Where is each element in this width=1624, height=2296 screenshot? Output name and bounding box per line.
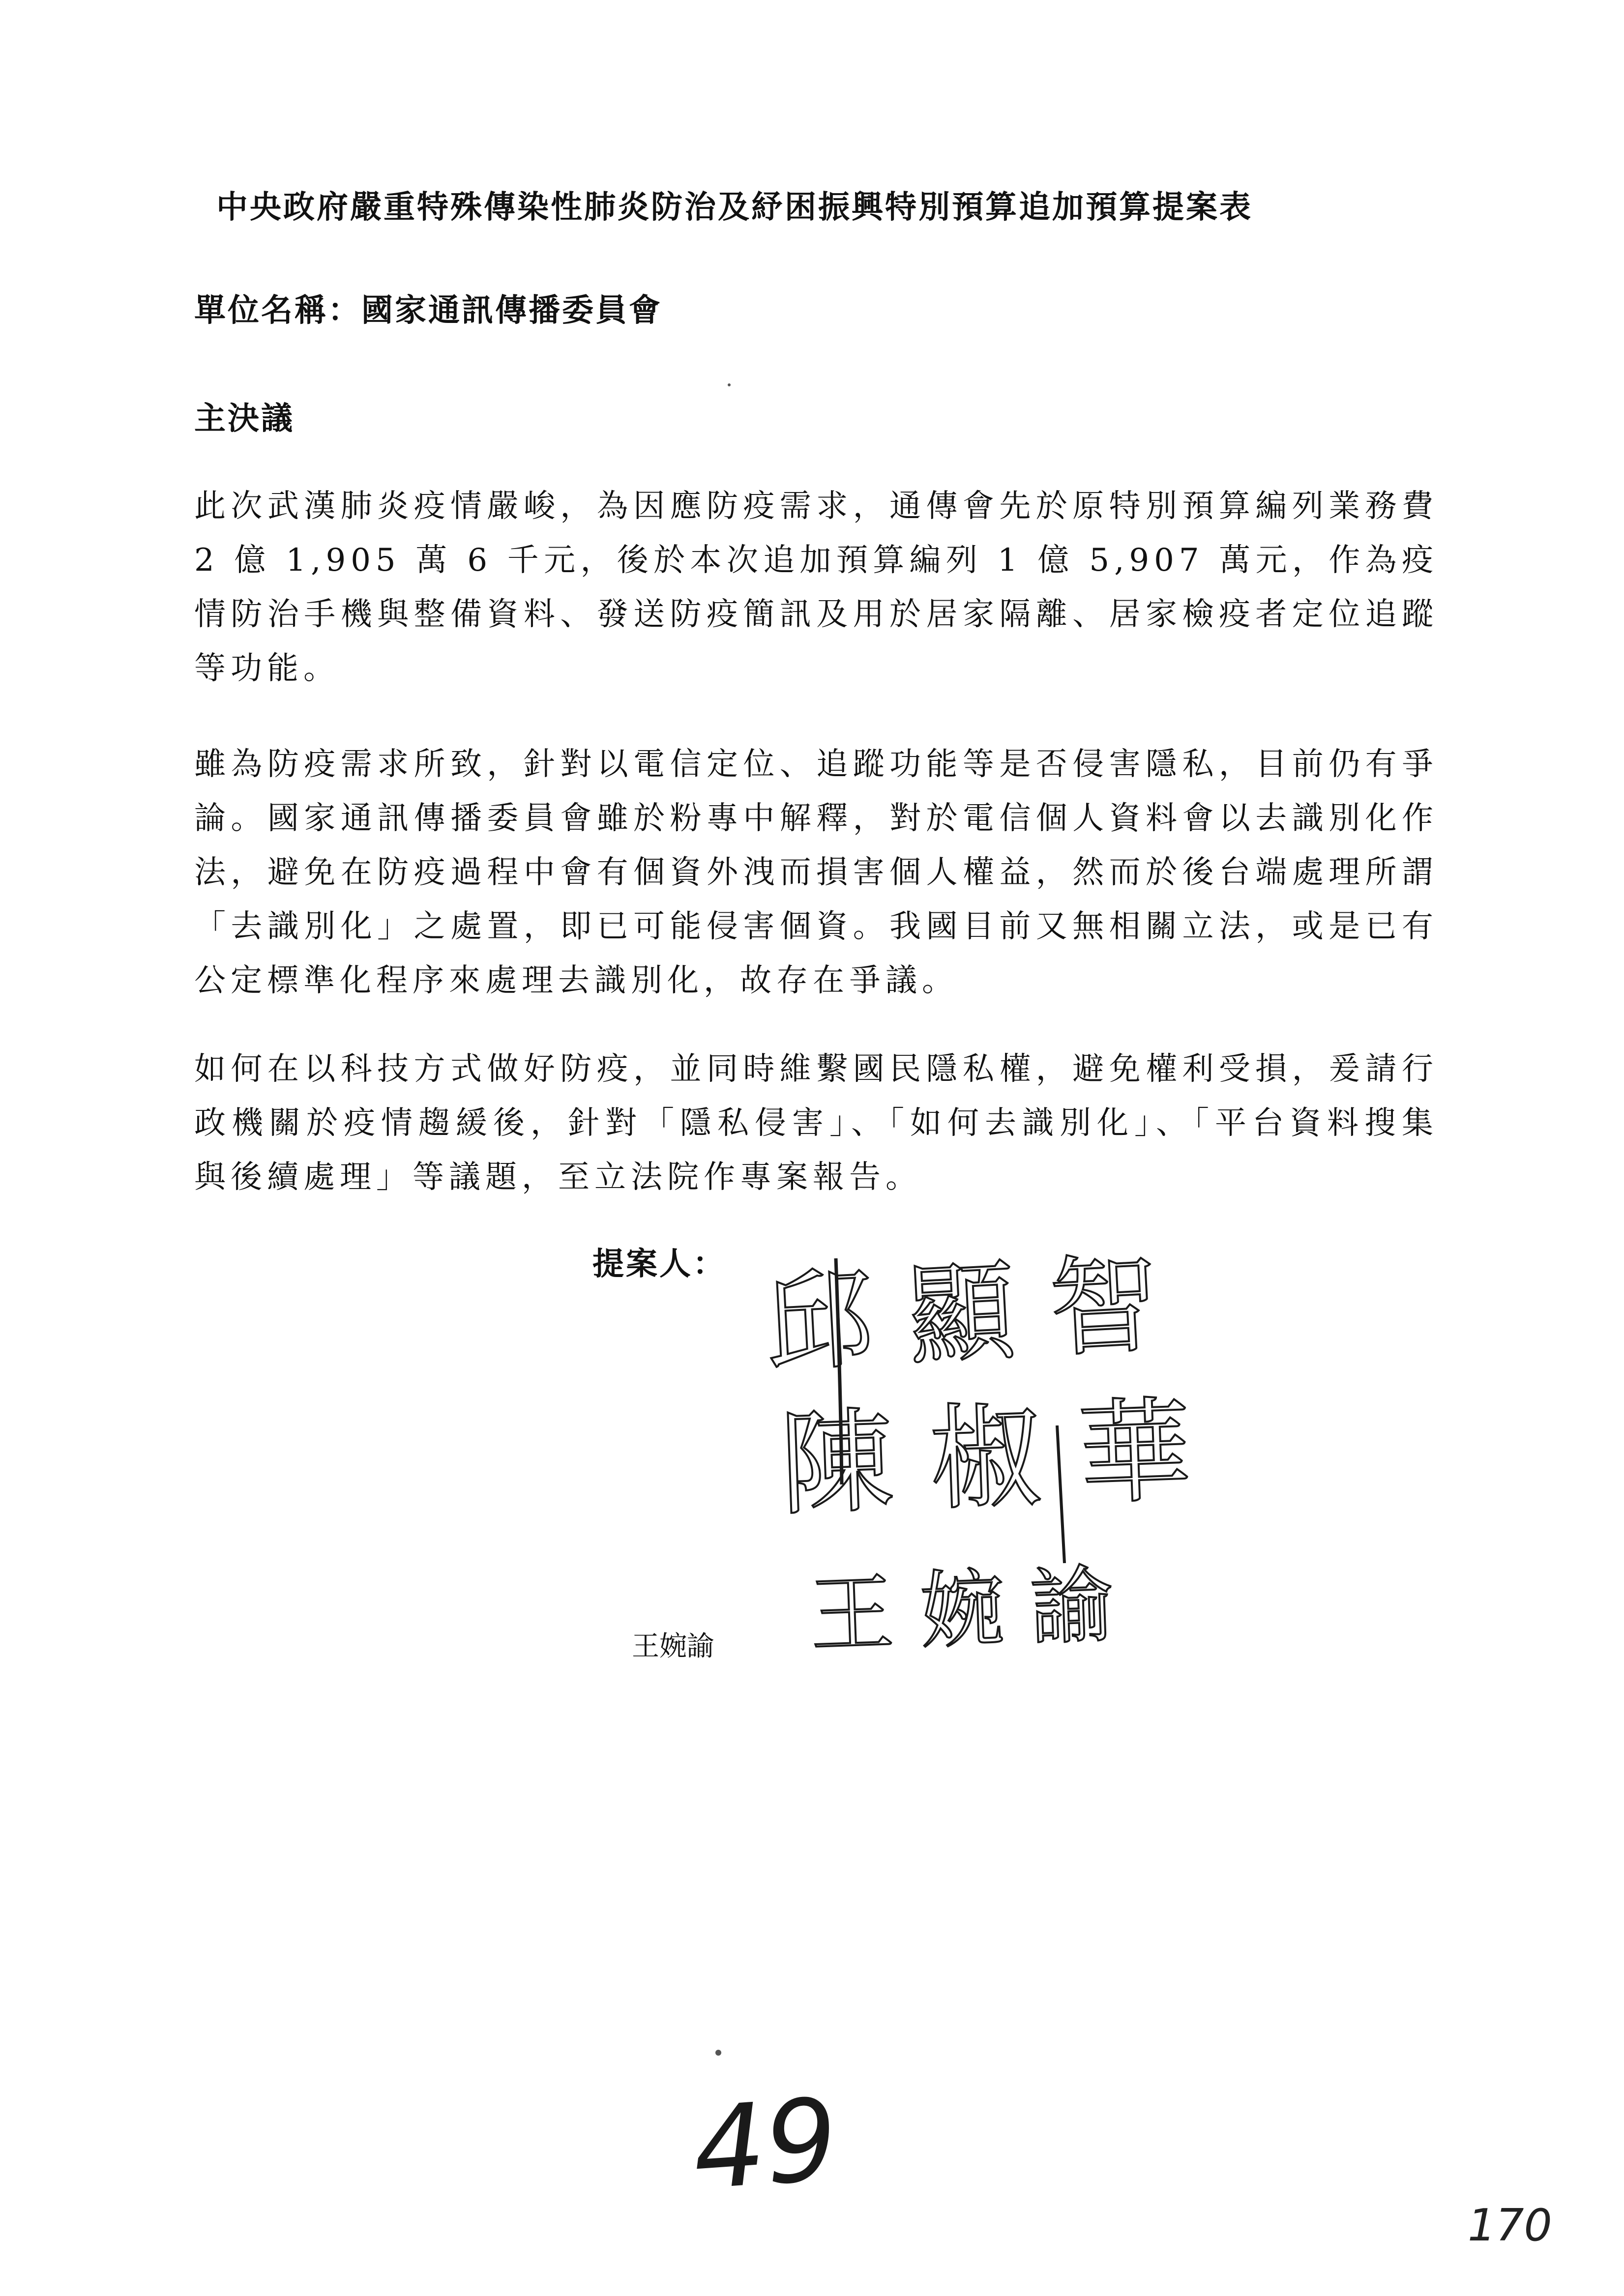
signature-1-text: 邱 顯 智 bbox=[762, 1241, 1161, 1387]
proposer-label: 提案人： bbox=[592, 1246, 726, 1282]
signature-2-text: 陳 椒 華 bbox=[778, 1385, 1194, 1531]
handwritten-sheet-number: 170 bbox=[1468, 2200, 1552, 2251]
handwritten-page-number: 49 bbox=[689, 2074, 842, 2215]
paragraph-3: 如何在以科技方式做好防疫，並同時維繫國民隱私權，避免權利受損，爰請行政機關於疫情趨緩後，針對「隱私侵害」、「如何去識別化」、「平台資料搜集與後續處理」等議題，至立法院作專案報告。 bbox=[194, 1051, 1438, 1195]
signature-3 bbox=[809, 1557, 1116, 1664]
section-heading: 主決議 bbox=[194, 400, 295, 437]
unit-label: 單位名稱： bbox=[194, 292, 361, 329]
unit-name: 國家通訊傳播委員會 bbox=[361, 292, 662, 329]
signature-3-text: 王 婉 諭 bbox=[808, 1556, 1116, 1664]
paragraph-2: 雖為防疫需求所致，針對以電信定位、追蹤功能等是否侵害隱私，目前仍有爭論。國家通訊傳播委員會雖於粉專中解釋，對於電信個人資料會以去識別化作法，避免在防疫過程中會有個資外洩而損害個人權益，然而於後台端處理所謂「去識別化」之處置，即已可能侵害個資。我國目前又無相關立法，或是已有公定標準化程序來處理去識別化，故存在爭議。 bbox=[194, 746, 1438, 999]
scan-speck bbox=[728, 383, 731, 386]
paragraph-1: 此次武漢肺炎疫情嚴峻，為因應防疫需求，通傳會先於原特別預算編列業務費 2 億 1,905 萬 6 千元，後於本次追加預算編列 1 億 5,907 萬元，作為疫情防治手機與整備資料、發送防疫簡訊及用於居家隔離、居家檢疫者定位追蹤等功能。 bbox=[194, 488, 1438, 687]
scan-speck bbox=[715, 2050, 721, 2056]
signature-2 bbox=[778, 1386, 1194, 1563]
typed-proposer-name: 王婉諭 bbox=[632, 1630, 714, 1662]
document-title: 中央政府嚴重特殊傳染性肺炎防治及紓困振興特別預算追加預算提案表 bbox=[216, 189, 1253, 226]
